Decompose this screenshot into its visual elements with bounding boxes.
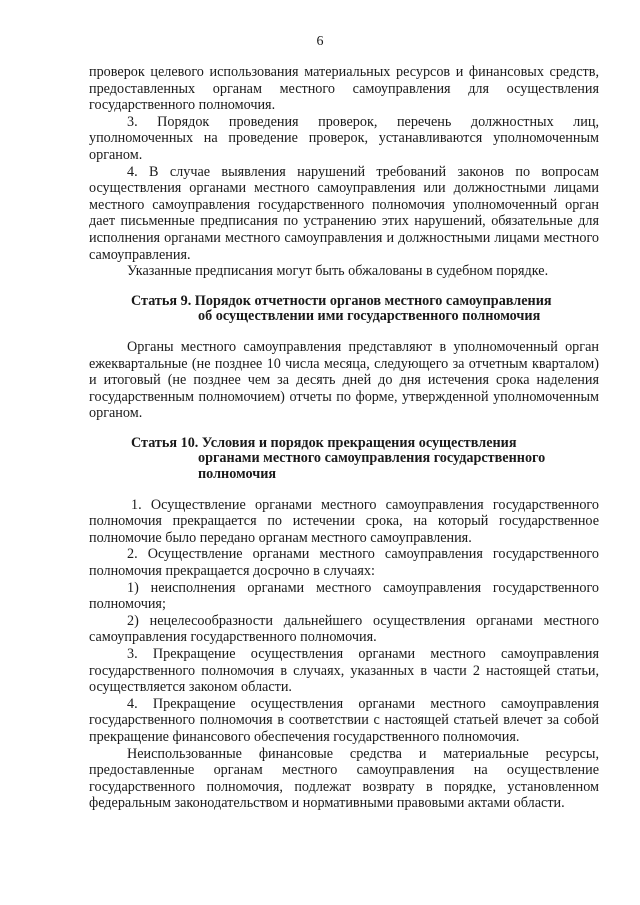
article-10-item-2-2: 2) нецелесообразности дальнейшего осуществления органами местного самоуправления государственного полномочия. <box>89 612 599 646</box>
article-10-heading-line-1: Статья 10. Условия и порядок прекращения осуществления <box>131 434 517 451</box>
article-10-heading <box>89 436 599 483</box>
article-10-item-3: 3. Прекращение осуществления органами местного самоуправления государственного полномочия в случаях, указанных в части 2 настоящей статьи, осуществляется законом области. <box>89 646 599 696</box>
paragraph-item-4: 4. В случае выявления нарушений требований законов по вопросам осуществления органами местного самоуправления или должностными лицами местного самоуправления государственного полномочия уполномоченный орган дает письменные предписания по устранению этих нарушений, обязательные для исполнения органами местного самоуправления и должностными лицами местного самоуправления. <box>89 163 599 263</box>
article-9-body: Органы местного самоуправления представляют в уполномоченный орган ежеквартальные (не позднее 10 числа месяца, следующего за отчетным кварталом) и итоговый (не позднее чем за десять дней до дня истечения срока наделения государственным полномочием) отчеты по форме, утвержденной уполномоченным органом. <box>89 338 599 422</box>
article-9-heading-line-1: Статья 9. Порядок отчетности органов местного самоуправления <box>131 292 552 309</box>
article-10-item-1: 1. Осуществление органами местного самоуправления государственного полномочия прекращается по истечении срока, на который государственное полномочие было передано органам местного самоуправления. <box>89 496 599 546</box>
article-10-item-2-1: 1) неисполнения органами местного самоуправления государственного полномочия; <box>89 579 599 613</box>
paragraph-continuation: проверок целевого использования материальных ресурсов и финансовых средств, предоставленных органам местного самоуправления для осуществления государственного полномочия. <box>89 64 599 114</box>
article-10-heading-line-3: полномочия <box>198 466 277 483</box>
paragraph-appeal-note: Указанные предписания могут быть обжалованы в судебном порядке. <box>127 263 549 280</box>
article-9-heading <box>89 294 599 325</box>
page-number: 6 <box>316 34 324 49</box>
article-9-heading-line-2: об осуществлении ими государственного полномочия <box>198 308 541 325</box>
article-10-item-2: 2. Осуществление органами местного самоуправления государственного полномочия прекращается досрочно в случаях: <box>89 546 599 580</box>
article-10-item-4: 4. Прекращение осуществления органами местного самоуправления государственного полномочия в соответствии с настоящей статьей влечет за собой прекращение финансового обеспечения государственного полномочия. <box>89 695 599 745</box>
article-10-unused-resources: Неиспользованные финансовые средства и материальные ресурсы, предоставленные органам местного самоуправления на осуществление государственного полномочия, подлежат возврату в порядке, установленном федеральным законодательством и нормативными правовыми актами области. <box>89 745 599 812</box>
article-10-heading-line-2: органами местного самоуправления государственного <box>198 450 546 467</box>
paragraph-item-3: 3. Порядок проведения проверок, перечень должностных лиц, уполномоченных на проведение проверок, устанавливаются уполномоченным органом. <box>89 113 599 163</box>
document-body <box>89 64 599 812</box>
